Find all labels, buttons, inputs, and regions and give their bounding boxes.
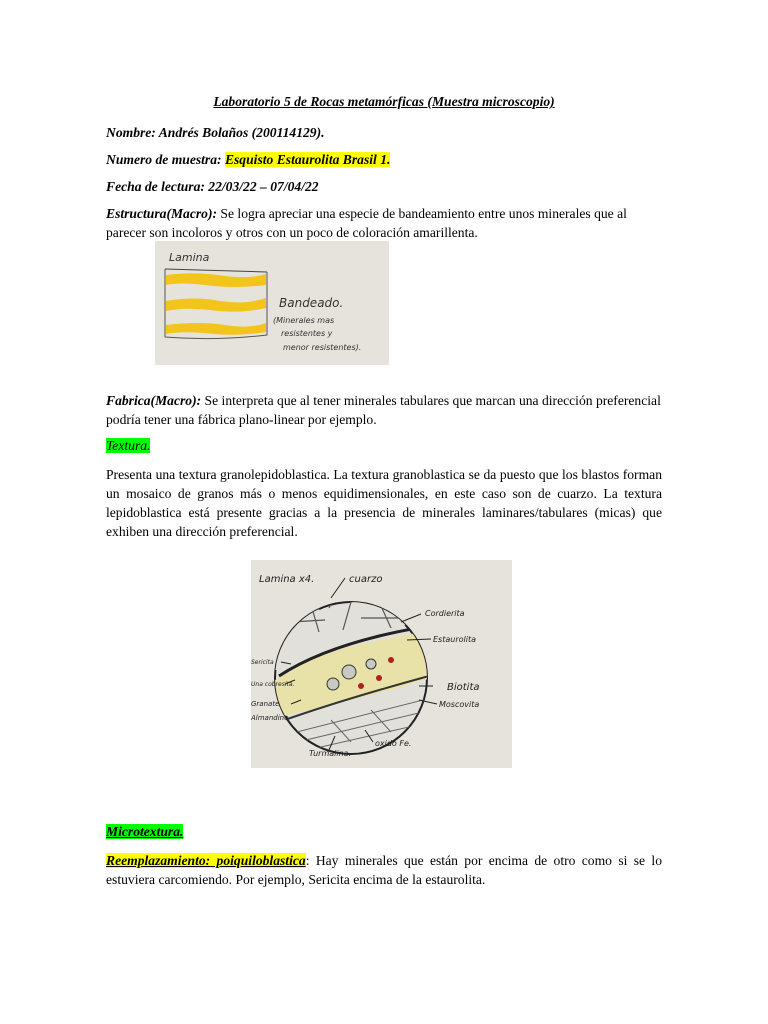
reemplazamiento-paragraph: [106, 851, 662, 889]
label-cuarzo: cuarzo: [349, 574, 383, 585]
thin-section-sketch-image: [251, 560, 512, 768]
label-oxido-fe: oxido Fe.: [375, 739, 412, 748]
textura-heading: Textura.: [106, 438, 151, 453]
fabrica-text: Se interpreta que al tener minerales tabulares que marcan una dirección preferencial podría tener una fábrica plano-linear por ejemplo.: [106, 393, 661, 427]
sketch1-band-label: Bandeado.: [279, 296, 344, 310]
sketch1-note-3: menor resistentes).: [283, 343, 362, 352]
fabrica-label: Fabrica(Macro):: [106, 393, 202, 408]
estructura-text: Se logra apreciar una especie de bandeamiento entre unos minerales que al parecer son incoloros y otros con un poco de coloración amarillenta.: [106, 206, 627, 240]
estructura-label: Estructura(Macro):: [106, 206, 218, 221]
fabrica-paragraph: [106, 391, 670, 429]
author-name: Nombre: Andrés Bolaños (200114129).: [106, 125, 325, 140]
label-turmalina: Turmalina.: [309, 749, 352, 758]
label-moscovita: Moscovita: [439, 700, 480, 709]
microtextura-heading: Microtextura.: [106, 824, 184, 839]
textura-paragraph: Presenta una textura granolepidoblastica. La textura granoblastica se da puesto que los blastos forman un mosaico de granos más o menos equidimensionales, en este caso son de cuarzo. La textura lepidoblastica está presente gracias a la presencia de minerales laminares/tabulares (micas) que exhiben una dirección preferencial.: [106, 467, 662, 539]
reading-date: Fecha de lectura: 22/03/22 – 07/04/22: [106, 179, 319, 194]
label-granate: Granate: [251, 700, 280, 708]
label-una-cobresita: Una cobresita.: [251, 681, 295, 688]
sample-number-line: [106, 150, 390, 169]
sample-number-value: Esquisto Estaurolita Brasil 1.: [224, 152, 391, 167]
label-cordierita: Cordierita: [425, 609, 465, 618]
reemplazamiento-label: Reemplazamiento: poiquiloblastica: [106, 853, 306, 868]
sketch1-top-label: Lamina: [169, 251, 210, 264]
sketch2-header: Lamina x4.: [259, 574, 315, 585]
sample-number-label: Numero de muestra:: [106, 152, 222, 167]
reemplazamiento-text: : Hay minerales que están por encima de otro como si se lo estuviera carcomiendo. Por ejemplo, Sericita encima de la estaurolita.: [106, 853, 662, 887]
label-estaurolita: Estaurolita: [433, 635, 476, 644]
document-title: Laboratorio 5 de Rocas metamórficas (Muestra microscopio): [213, 94, 555, 109]
label-biotita: Biotita: [447, 682, 480, 693]
label-sericita: Sericita: [251, 659, 274, 666]
banding-sketch-image: [155, 241, 389, 365]
sketch1-note-1: (Minerales mas: [273, 316, 335, 325]
estructura-paragraph: [106, 204, 670, 242]
label-almandino: Almandino: [251, 714, 289, 722]
sketch1-note-2: resistentes y: [281, 329, 333, 338]
